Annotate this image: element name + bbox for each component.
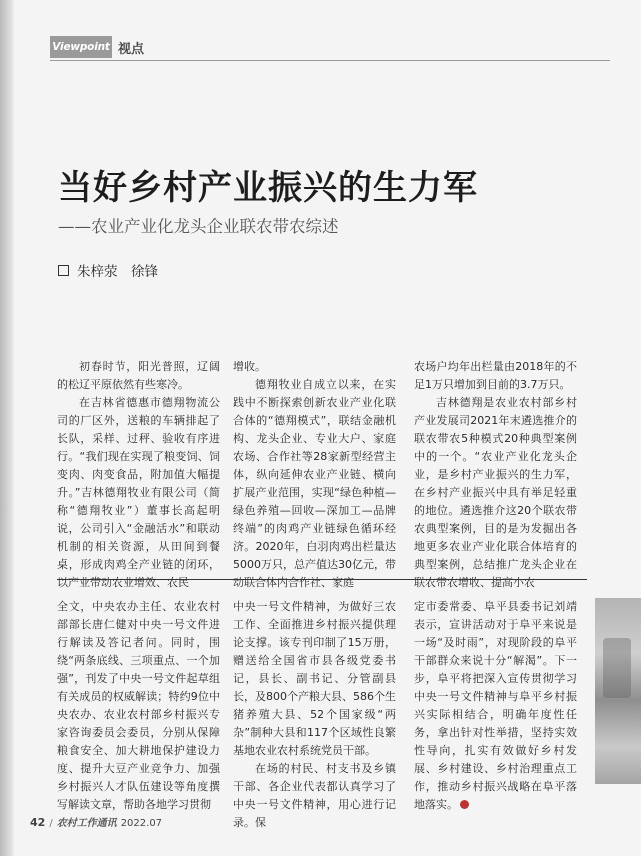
header-rule xyxy=(50,60,610,61)
article-authors xyxy=(58,260,158,280)
magazine-name: 农村工作通讯 xyxy=(56,818,117,829)
page-edge-shadow xyxy=(0,0,14,856)
author-names: 朱梓荥 徐锋 xyxy=(77,264,158,280)
paragraph xyxy=(414,598,577,814)
article-subtitle: ——农业产业化龙头企业联农带农综述 xyxy=(58,217,339,236)
paragraph: 在吉林省德惠市德翔物流公司的厂区外，送粮的车辆排起了长队，采样、过秤、验收有序进行。“我们现在实现了粮变饲、饲变肉、肉变食品，附加值大幅提升。”吉林德翔牧业有限公司（简称“德翔牧业”）董事长高起明说，公司引入“金融活水”和联动机制的相关资源，从田间到餐桌，形成肉鸡全产业链的闭环，以产业带动农业增效、农民 xyxy=(57,396,220,589)
section-header xyxy=(50,34,610,62)
paragraph: 吉林德翔是农业农村部乡村产业发展司2021年末遴选推介的联农带农5种模式20种典型案例中的一个。“农业产业化龙头企业，是乡村产业振兴的生力军，在乡村产业振兴中具有举足轻重的地位。遴选推介这20个联农带农典型案例，目的是为发掘出各地更多农业产业化联合体培育的典型案例，总结推广龙头企业在联农带农增收、提高小农 xyxy=(414,396,577,589)
paragraph: 德翔牧业自成立以来，在实践中不断探索创新农业产业化联合体的“德翔模式”，联结金融机构、龙头企业、专业大户、家庭农场、合作社等28家新型经营主体，纵向延伸农业产业链、横向扩展产业范围，实现“绿色种植—绿色养殖—回收—深加工—品牌终端”的肉鸡产业链绿色循环经济。2020年，白羽肉鸡出栏量达5000万只，总产值达30亿元，带动联合体内合作社、家庭 xyxy=(233,378,396,589)
text-column-3 xyxy=(414,358,577,592)
text-column-4 xyxy=(57,598,220,814)
paragraph: 增收。 xyxy=(233,360,266,373)
text-column-6 xyxy=(414,598,577,814)
paragraph: 全文，中央农办主任、农业农村部部长唐仁健对中央一号文件进行解读及答记者问。同时，围绕“两条底线、三项重点、一个加强”，刊发了中央一号文件起草组有关成员的权威解读；特约9位中央农办、农业农村部乡村振兴专家咨询委员会委员，分别从保障粮食安全、加大耕地保护建设力度、提升大豆产业竞争力、加强乡村振兴人才队伍建设等角度撰写解读文章，帮助各地学习贯彻 xyxy=(57,600,220,811)
text-column-1 xyxy=(57,358,220,592)
text-column-2 xyxy=(233,358,396,592)
paragraph: 农场户均年出栏量由2018年的不足1万只增加到目前的3.7万只。 xyxy=(414,360,577,391)
page-footer xyxy=(30,814,162,829)
footer-separator-icon: / xyxy=(49,818,53,829)
paragraph: 初春时节，阳光普照，辽阔的松辽平原依然有些寒冷。 xyxy=(57,360,220,391)
issue-number: 2022.07 xyxy=(120,818,163,829)
photo-strip xyxy=(595,598,641,784)
author-box-icon xyxy=(58,265,69,276)
end-mark-icon xyxy=(460,800,469,809)
paragraph-text: 定市委常委、阜平县委书记刘靖表示，宣讲活动对于阜平来说是一场“及时雨”，对现阶段的阜平干部群众来说十分“解渴”。下一步，阜平将把深入宣传贯彻学习中央一号文件精神与阜平乡村振兴实际相结合，明确年度性任务，拿出针对性举措，坚持实效性导向，扎实有效做好乡村发展、乡村建设、乡村治理重点工作，推动乡村振兴战略在阜平落地落实。 xyxy=(414,600,577,811)
section-label: 视点 xyxy=(118,42,145,57)
viewpoint-badge: Viewpoint xyxy=(50,36,112,58)
paragraph: 中央一号文件精神，为做好三农工作、全面推进乡村振兴提供理论支撑。该专刊印制了15万册，赠送给全国省市县各级党委书记，县长、副书记、分管副县长，及800个产粮大县、586个生猪养殖大县、52个国家级“两杂”制种大县和117个区域性良繁基地农业农村系统党员干部。 xyxy=(233,600,396,757)
article-title: 当好乡村产业振兴的生力军 xyxy=(58,168,478,208)
page-number: 42 xyxy=(30,816,46,829)
paragraph: 在场的村民、村支书及乡镇干部、各企业代表都认真学习了中央一号文件精神，用心进行记录。保 xyxy=(233,762,396,829)
text-column-5 xyxy=(233,598,396,832)
section-divider xyxy=(57,579,587,580)
